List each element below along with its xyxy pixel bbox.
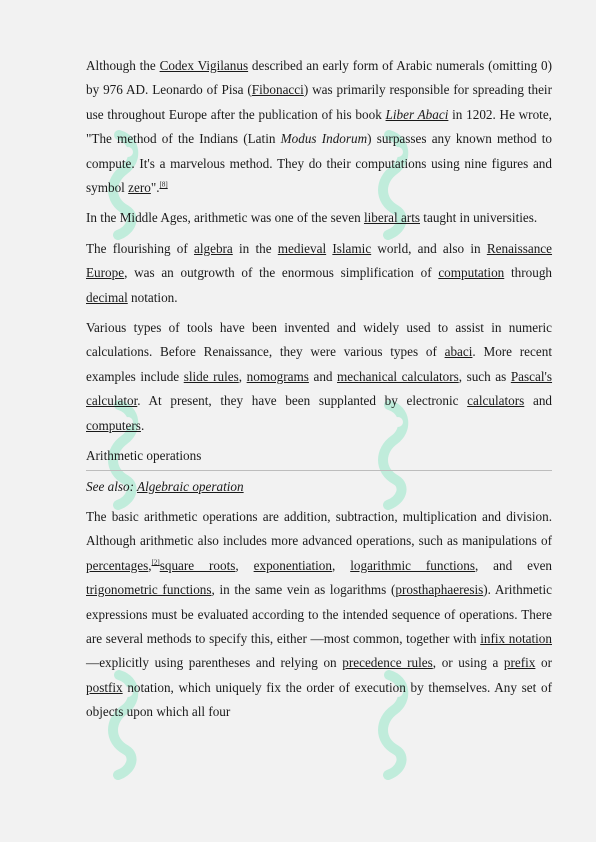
paragraph-tools bbox=[86, 316, 552, 438]
link-medieval[interactable]: medieval bbox=[277, 240, 327, 256]
link-islamic[interactable]: Islamic bbox=[332, 240, 372, 256]
text: . More recent examples include bbox=[86, 344, 552, 384]
link-precedence-rules[interactable]: precedence rules bbox=[342, 655, 433, 671]
paragraph-basic-operations bbox=[86, 505, 552, 725]
text: in 1202. He wrote, "The method of the Indians (Latin bbox=[86, 106, 552, 147]
text: taught in universities. bbox=[420, 210, 538, 226]
paragraph-middle-ages bbox=[86, 206, 552, 230]
link-fibonacci[interactable]: Fibonacci bbox=[251, 82, 304, 98]
reference-2[interactable]: [2] bbox=[151, 558, 160, 567]
text: The basic arithmetic operations are addition, subtraction, multiplication and division. Although arithmetic also includes more advanced operations, such as manipulations of bbox=[86, 508, 552, 549]
text: The flourishing of bbox=[86, 240, 194, 256]
link-codex-vigilanus[interactable]: Codex Vigilanus bbox=[159, 58, 249, 73]
link-decimal[interactable]: decimal bbox=[86, 289, 128, 305]
text: Various types of tools have been invented and widely used to assist in numeric calculations. Before Renaissance, they were various types of bbox=[86, 320, 552, 360]
reference-8[interactable]: [8] bbox=[159, 180, 168, 189]
link-logarithmic-functions[interactable]: logarithmic functions bbox=[350, 557, 475, 573]
link-zero[interactable]: zero bbox=[128, 180, 151, 196]
link-liber-abaci[interactable]: Liber Abaci bbox=[385, 106, 449, 122]
text: , such as bbox=[458, 368, 511, 384]
text: ) surpasses any known method to compute. It's a marvelous method. They do their computations using nine figures and symbol bbox=[86, 131, 552, 196]
text: In the Middle Ages, arithmetic was one of the seven bbox=[86, 210, 364, 226]
link-nomograms[interactable]: nomograms bbox=[246, 368, 309, 384]
see-also-note bbox=[86, 475, 552, 499]
link-computers[interactable]: computers bbox=[86, 417, 141, 433]
text: , was an outgrowth of the enormous simplification of bbox=[124, 265, 439, 281]
text: , and even bbox=[474, 557, 553, 573]
text: , bbox=[332, 557, 351, 573]
text: , bbox=[235, 557, 254, 573]
text: in the bbox=[232, 240, 278, 256]
link-infix-notation[interactable]: infix notation bbox=[480, 630, 552, 646]
link-pascals-calculator[interactable]: Pascal's calculator bbox=[86, 368, 553, 409]
text: notation, which uniquely fix the order of execution by themselves. Any set of objects upon which all four bbox=[86, 679, 552, 720]
text: —explicitly using parentheses and relying on bbox=[86, 655, 343, 671]
text: ) was primarily responsible for spreading their use throughout Europe after the publication of his book bbox=[86, 82, 552, 122]
text: described an early form of Arabic numerals (omitting 0) by 976 AD. Leonardo of Pisa ( bbox=[86, 58, 553, 98]
link-algebraic-operation[interactable]: Algebraic operation bbox=[137, 478, 244, 494]
text: or bbox=[535, 655, 552, 671]
text: Although the bbox=[86, 58, 160, 73]
text: , bbox=[238, 368, 247, 384]
text: . At present, they have been supplanted by electronic bbox=[137, 393, 468, 409]
link-renaissance[interactable]: Renaissance bbox=[486, 240, 553, 256]
paragraph-algebra bbox=[86, 237, 552, 310]
text: notation. bbox=[127, 289, 178, 305]
link-trigonometric-functions[interactable]: trigonometric functions bbox=[86, 582, 212, 598]
text: , bbox=[148, 557, 152, 573]
article-body bbox=[86, 54, 552, 731]
text: , or using a bbox=[432, 655, 504, 671]
link-square-roots[interactable]: square roots bbox=[159, 557, 236, 573]
link-slide-rules[interactable]: slide rules bbox=[183, 368, 239, 384]
link-prosthaphaeresis[interactable]: prosthaphaeresis bbox=[395, 582, 484, 598]
see-also-prefix: See also: bbox=[86, 478, 138, 494]
link-algebra[interactable]: algebra bbox=[193, 240, 233, 256]
link-liberal-arts[interactable]: liberal arts bbox=[363, 210, 420, 226]
link-prefix[interactable]: prefix bbox=[503, 655, 536, 671]
paragraph-numerals-history bbox=[86, 54, 552, 200]
link-exponentiation[interactable]: exponentiation bbox=[253, 557, 332, 573]
text: and bbox=[308, 368, 338, 384]
text: ). Arithmetic expressions must be evaluated according to the intended sequence of operations. There are several methods to specify this, either —most common, together with bbox=[86, 582, 552, 646]
text: . bbox=[140, 417, 145, 433]
link-europe[interactable]: Europe bbox=[86, 265, 125, 281]
text: world, and also in bbox=[371, 240, 487, 256]
text: through bbox=[504, 265, 553, 281]
section-heading-arithmetic-operations: Arithmetic operations bbox=[86, 444, 552, 470]
text: and bbox=[524, 393, 553, 409]
link-percentages[interactable]: percentages bbox=[86, 557, 149, 573]
text: , in the same vein as logarithms ( bbox=[211, 582, 396, 598]
link-abaci[interactable]: abaci bbox=[444, 344, 473, 360]
link-calculators[interactable]: calculators bbox=[467, 393, 525, 409]
link-mechanical-calculators[interactable]: mechanical calculators bbox=[337, 368, 459, 384]
text: ". bbox=[150, 180, 160, 196]
link-computation[interactable]: computation bbox=[438, 265, 505, 281]
link-postfix[interactable]: postfix bbox=[86, 679, 123, 695]
modus-indorum-term: Modus Indorum bbox=[280, 131, 368, 147]
